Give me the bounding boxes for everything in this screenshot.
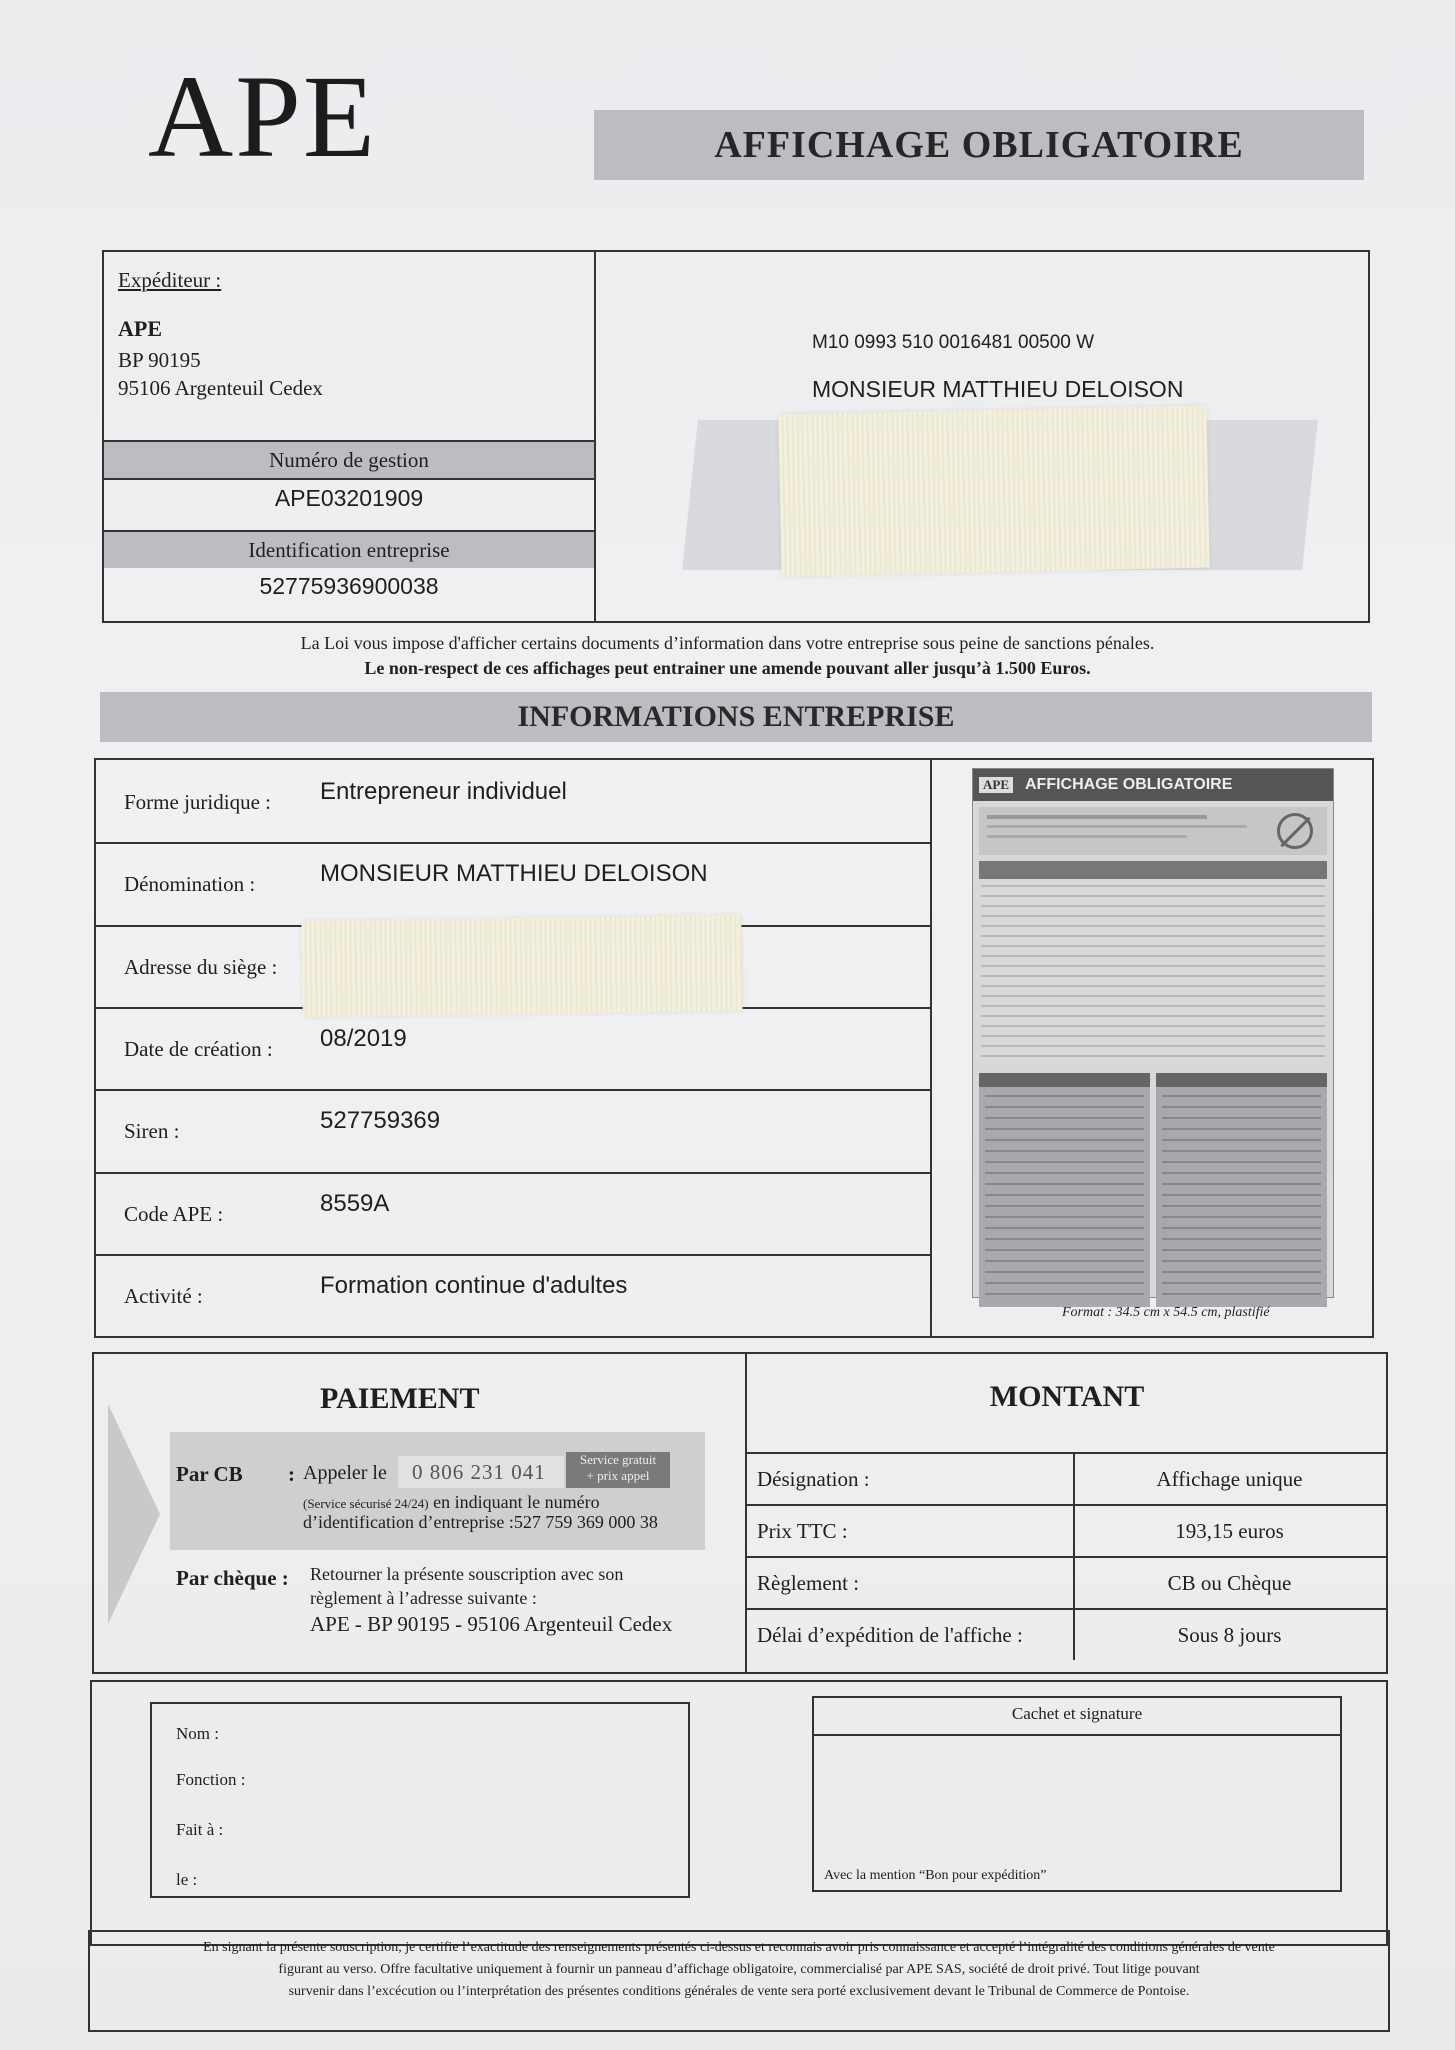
management-number: APE03201909 [274,485,424,511]
poster-preview [972,768,1334,1298]
info-row-label: Forme juridique : [124,790,271,814]
amount-row-value: 193,15 euros [1175,1519,1284,1543]
cheque-address: APE - BP 90195 - 95106 Argenteuil Cedex [310,1612,673,1636]
info-row [96,1254,930,1336]
sender-label: Expéditeur : [118,268,222,292]
redaction-tape-address [778,406,1209,577]
cb-colon: : [288,1462,295,1486]
amount-row-value: Affichage unique [1156,1467,1303,1491]
amount-row-value: Sous 8 jours [1177,1623,1282,1647]
header-banner [594,110,1364,180]
info-row-divider [96,842,930,844]
fonction-label[interactable]: Fonction : [176,1770,246,1789]
service-badge-line2: + prix appel [586,1468,650,1483]
company-id-label: Identification entreprise [248,537,450,562]
footer-line3: survenir dans l’excécution ou l’interprétation des présentes conditions générales de vente sera porté exclusivement devant le Tribunal de Commerce de Pontoise. [288,1984,1190,1999]
info-row-label: Activité : [124,1283,203,1308]
redaction-tape-siege [301,915,742,1017]
sender-address-line1: BP 90195 [118,348,201,372]
cb-id-line: d’identification d’entreprise :527 759 369 000 38 [303,1512,658,1532]
sender-address-line2: 95106 Argenteuil Cedex [118,376,323,400]
recipient-reference: M10 0993 510 0016481 00500 W [812,332,1095,353]
management-label-bar [104,442,594,478]
company-id-label-bar [104,532,594,568]
amount-row-label: Délai d’expédition de l'affiche : [757,1623,1023,1647]
le-label[interactable]: le : [176,1870,198,1889]
info-row [96,1007,930,1089]
fait-a-label[interactable]: Fait à : [176,1820,224,1839]
cb-secure: (Service sécurisé 24/24) [303,1496,429,1511]
info-title: INFORMATIONS ENTREPRISE [517,700,955,733]
sender-name: APE [118,316,162,341]
info-row-label: Adresse du siège : [124,954,278,979]
legal-notice-line2: Le non-respect de ces affichages peut entrainer une amende pouvant aller jusqu’à 1.500 Euros. [364,658,1091,678]
info-row [96,760,930,842]
info-row-label: Dénomination : [124,872,256,897]
info-row-label: Siren : [124,1119,180,1144]
service-badge [566,1452,670,1488]
amount-row [747,1608,1386,1660]
ape-logo: APE [148,51,377,182]
cheque-label: Par chèque : [176,1566,289,1590]
info-row-divider [96,1089,930,1091]
nom-label[interactable]: Nom : [176,1724,219,1743]
info-row [96,1172,930,1254]
info-title-banner [100,692,1372,742]
amount-row [747,1556,1386,1608]
info-row [96,842,930,924]
amount-row [747,1504,1386,1556]
amount-title: MONTANT [989,1380,1145,1413]
info-row-value: Entrepreneur individuel [320,778,567,805]
cheque-line1: Retourner la présente souscription avec son [310,1564,624,1584]
legal-notice-line1: La Loi vous impose d'afficher certains documents d’information dans votre entreprise sous peine de sanctions pénales. [300,633,1155,653]
phone-number[interactable]: 0 806 231 041 [412,1460,546,1484]
info-row-value: 08/2019 [320,1024,407,1052]
info-row-divider [96,1254,930,1256]
info-row-value: Formation continue d'adultes [320,1271,628,1299]
amount-row-value: CB ou Chèque [1167,1571,1292,1595]
stamp-label: Cachet et signature [1011,1704,1143,1723]
cb-secure-text [303,1492,600,1513]
arrow-shape [108,1404,160,1624]
poster-title: AFFICHAGE OBLIGATOIRE [1025,776,1233,793]
no-smoking-icon [1277,813,1313,849]
recipient-name: MONSIEUR MATTHIEU DELOISON [812,376,1184,402]
amount-row-label: Prix TTC : [757,1519,848,1543]
stamp-signature-box[interactable] [812,1696,1342,1892]
info-row-value: 8559A [320,1189,390,1217]
payment-title: PAIEMENT [320,1382,480,1415]
company-id-number: 52775936900038 [259,573,439,599]
cb-indicating: en indiquant le numéro [433,1492,600,1512]
footer-line2: figurant au verso. Offre facultative uniquement à fournir un panneau d’affichage obligatoire, commercialisé par APE SAS, société de droit privé. Tout litige pouvant [278,1962,1200,1977]
service-badge-line1: Service gratuit [579,1452,657,1467]
cb-call-text: Appeler le [303,1462,387,1484]
poster-caption: Format : 34.5 cm x 54.5 cm, plastifié [1062,1305,1270,1320]
info-row-value: 527759369 [320,1107,441,1135]
info-row-divider [96,1172,930,1174]
info-row-label: Date de création : [124,1036,273,1061]
info-row [96,1089,930,1171]
info-row-value: MONSIEUR MATTHIEU DELOISON [320,860,708,888]
info-row-label: Code APE : [124,1201,224,1226]
identity-fields-box [150,1702,690,1898]
amount-row [747,1452,1386,1504]
amount-row-label: Règlement : [757,1571,860,1595]
cheque-line2: règlement à l’adresse suivante : [310,1588,537,1608]
cb-label: Par CB [176,1462,243,1486]
poster-text-lines [981,885,1325,1065]
header-title: AFFICHAGE OBLIGATOIRE [714,124,1244,166]
amount-row-label: Désignation : [757,1467,870,1491]
poster-brand: APE [979,777,1013,793]
stamp-mention: Avec la mention “Bon pour expédition” [824,1868,1047,1883]
footer-line1: En signant la présente souscription, je certifie l’exactitude des renseignements présentés ci-dessus et reconnais avoir pris connaissance et accepté l’intégralité des conditions générales de vente [203,1940,1275,1955]
management-label: Numéro de gestion [269,447,429,472]
